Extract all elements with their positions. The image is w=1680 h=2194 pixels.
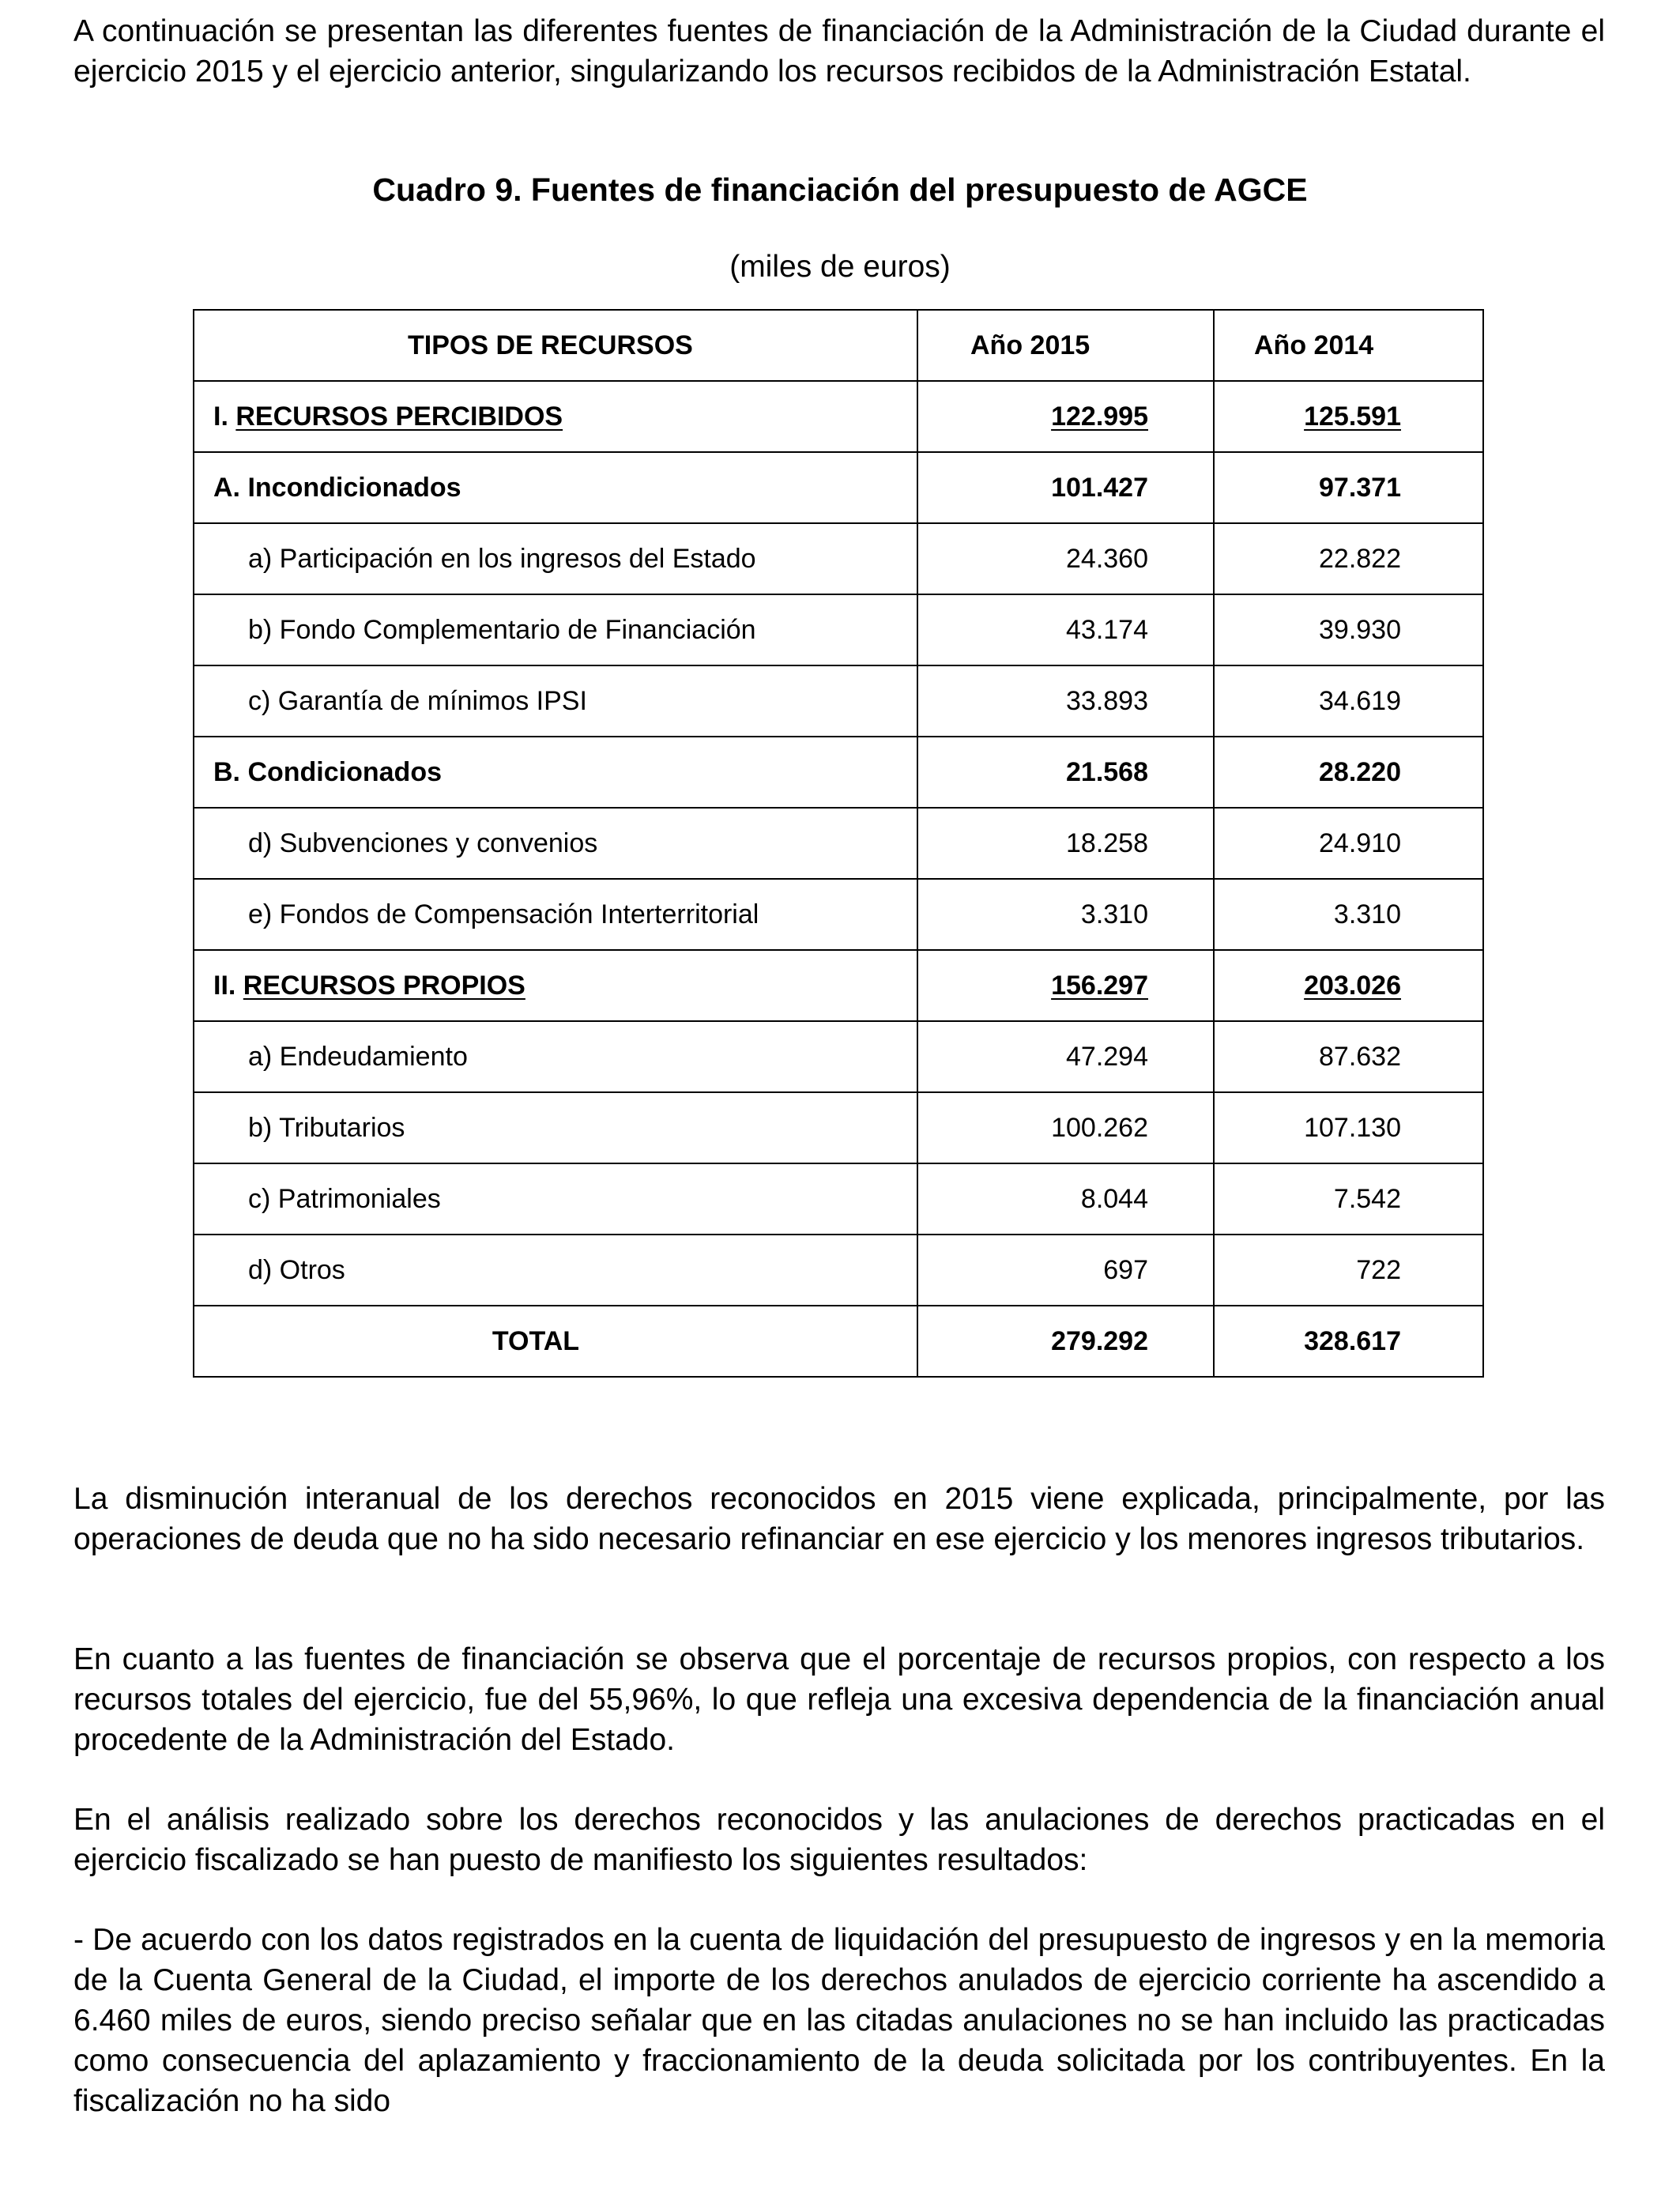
table-row: [194, 665, 1483, 737]
intro-paragraph: A continuación se presentan las diferentes fuentes de financiación de la Administración de la Ciudad durante el ejercicio 2015 y el ejercicio anterior, singularizando los recursos recibidos de la Administración Estatal.: [73, 14, 1605, 89]
header-year-2015: Año 2015: [917, 310, 1214, 381]
table-row: [194, 523, 1483, 594]
row-label: a) Participación en los ingresos del Estado: [194, 523, 917, 594]
value-2014: 7.542: [1214, 1163, 1483, 1235]
row-label-text: RECURSOS PROPIOS: [243, 970, 525, 1001]
row-label: c) Garantía de mínimos IPSI: [194, 665, 917, 737]
value-2014-text: 203.026: [1304, 970, 1401, 1001]
total-label: TOTAL: [194, 1306, 917, 1377]
table-row: [194, 950, 1483, 1021]
value-2015-text: 122.995: [1051, 401, 1148, 432]
row-label: b) Fondo Complementario de Financiación: [194, 594, 917, 665]
table-row: [194, 1235, 1483, 1306]
value-2014: 39.930: [1214, 594, 1483, 665]
table-body: [194, 381, 1483, 1306]
row-label-prefix: II.: [213, 970, 243, 1001]
value-2015: 3.310: [917, 879, 1214, 950]
value-2014: 24.910: [1214, 808, 1483, 879]
value-2015: 101.427: [917, 452, 1214, 523]
value-2014: 28.220: [1214, 737, 1483, 808]
value-2015: 47.294: [917, 1021, 1214, 1092]
table-row: [194, 1021, 1483, 1092]
row-label: e) Fondos de Compensación Interterritorial: [194, 879, 917, 950]
table-title: Cuadro 9. Fuentes de financiación del presupuesto de AGCE: [372, 172, 1308, 208]
value-2015: 21.568: [917, 737, 1214, 808]
value-2014: 3.310: [1214, 879, 1483, 950]
row-label: c) Patrimoniales: [194, 1163, 917, 1235]
value-2015: [917, 950, 1214, 1021]
paragraph-1: La disminución interanual de los derechos reconocidos en 2015 viene explicada, principalmente, por las operaciones de deuda que no ha sido necesario refinanciar en ese ejercicio y los menores ingresos tributarios.: [73, 1482, 1605, 1556]
value-2015: 8.044: [917, 1163, 1214, 1235]
row-label-text: RECURSOS PERCIBIDOS: [235, 401, 563, 432]
value-2015: 100.262: [917, 1092, 1214, 1163]
table-row: [194, 452, 1483, 523]
table-row: [194, 1092, 1483, 1163]
value-2015: 43.174: [917, 594, 1214, 665]
paragraph-4: - De acuerdo con los datos registrados en la cuenta de liquidación del presupuesto de ingresos y en la memoria de la Cuenta General de la Ciudad, el importe de los derechos anulados de ejercicio corriente ha ascendido a 6.460 miles de euros, siendo preciso señalar que en las citadas anulaciones no se han incluido las practicadas como consecuencia del aplazamiento y fraccionamiento de la deuda solicitada por los contribuyentes. En la fiscalización no ha sido: [73, 1923, 1605, 2118]
table-row: [194, 381, 1483, 452]
value-2015: 33.893: [917, 665, 1214, 737]
value-2015: [917, 381, 1214, 452]
row-label: A. Incondicionados: [194, 452, 917, 523]
row-label: d) Otros: [194, 1235, 917, 1306]
table-row: [194, 594, 1483, 665]
row-label: b) Tributarios: [194, 1092, 917, 1163]
value-2015: 24.360: [917, 523, 1214, 594]
financing-sources-table: [193, 309, 1484, 1378]
total-2014: 328.617: [1214, 1306, 1483, 1377]
value-2014: 107.130: [1214, 1092, 1483, 1163]
value-2015: 697: [917, 1235, 1214, 1306]
value-2014-text: 125.591: [1304, 401, 1401, 432]
row-label: [194, 950, 917, 1021]
paragraph-2: En cuanto a las fuentes de financiación se observa que el porcentaje de recursos propios, con respecto a los recursos totales del ejercicio, fue del 55,96%, lo que refleja una excesiva dependencia de la financiación anual procedente de la Administración del Estado.: [73, 1642, 1605, 1757]
table-row: [194, 1163, 1483, 1235]
value-2014: 722: [1214, 1235, 1483, 1306]
value-2014: [1214, 381, 1483, 452]
row-label: a) Endeudamiento: [194, 1021, 917, 1092]
header-resource-types: TIPOS DE RECURSOS: [194, 310, 917, 381]
table-row: [194, 737, 1483, 808]
table-units: (miles de euros): [729, 250, 951, 284]
total-2015: 279.292: [917, 1306, 1214, 1377]
value-2015-text: 156.297: [1051, 970, 1148, 1001]
value-2014: 87.632: [1214, 1021, 1483, 1092]
row-label: d) Subvenciones y convenios: [194, 808, 917, 879]
total-row: [194, 1306, 1483, 1377]
value-2014: [1214, 950, 1483, 1021]
row-label-prefix: I.: [213, 401, 236, 432]
paragraph-3: En el análisis realizado sobre los derechos reconocidos y las anulaciones de derechos practicadas en el ejercicio fiscalizado se han puesto de manifiesto los siguientes resultados:: [73, 1803, 1605, 1877]
table-row: [194, 879, 1483, 950]
header-year-2014: Año 2014: [1214, 310, 1483, 381]
row-label: [194, 381, 917, 452]
value-2014: 97.371: [1214, 452, 1483, 523]
table-row: [194, 808, 1483, 879]
value-2014: 34.619: [1214, 665, 1483, 737]
row-label: B. Condicionados: [194, 737, 917, 808]
value-2015: 18.258: [917, 808, 1214, 879]
table-header-row: [194, 310, 1483, 381]
value-2014: 22.822: [1214, 523, 1483, 594]
